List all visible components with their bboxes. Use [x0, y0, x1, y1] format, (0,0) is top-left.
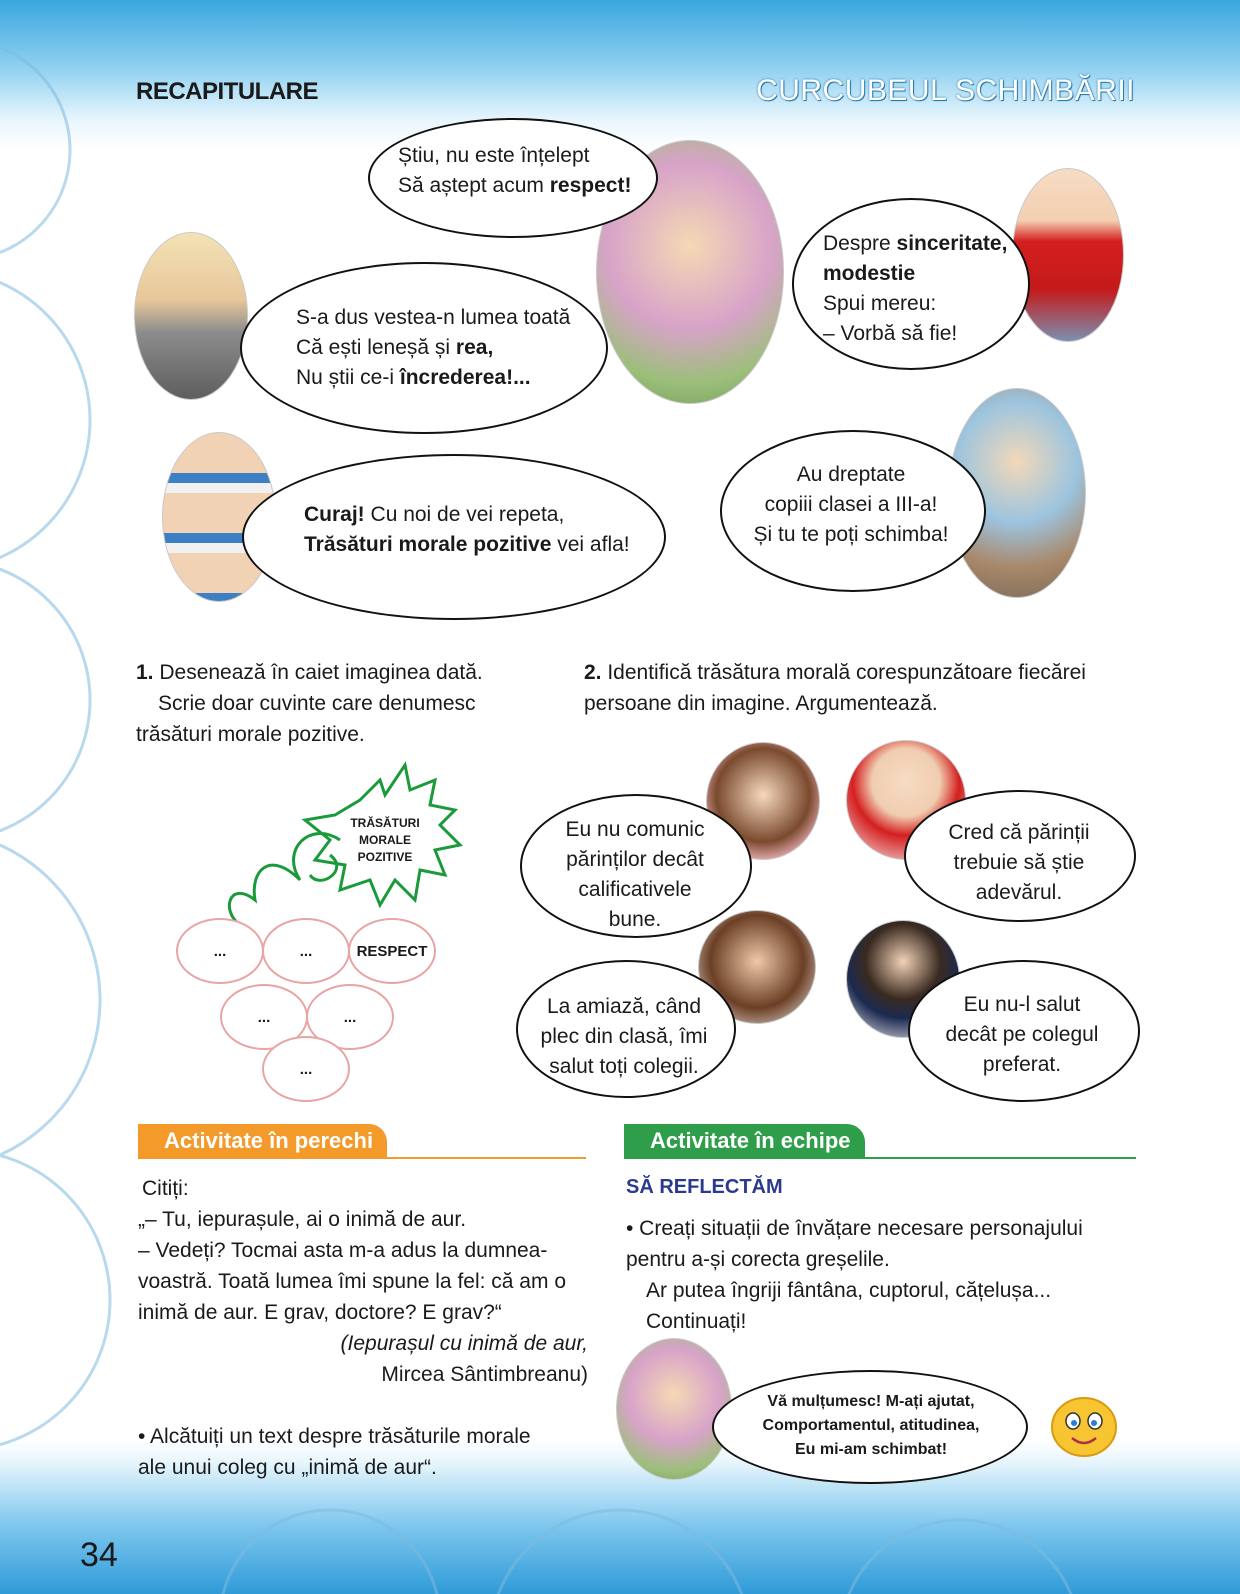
- page-number: 34: [80, 1536, 118, 1574]
- grape-2: ...: [262, 918, 350, 984]
- section-label: RECAPITULARE: [136, 78, 319, 105]
- bubble-text-trust: S-a dus vestea-n lumea toată Că ești leneșă și rea, Nu știi ce-i încrederea!...: [296, 306, 571, 389]
- bubble-text-truth: Cred că părinții trebuie să știe adevărul.: [948, 821, 1090, 904]
- bubble-text-change: Au dreptate copiii clasei a III-a! Și tu te poți schimba!: [753, 463, 949, 546]
- bubble-text-respect: Știu, nu este înțelept Să aștept acum respect!: [398, 144, 632, 197]
- reflect-subtitle: SĂ REFLECTĂM: [626, 1176, 783, 1198]
- grape-5: ...: [306, 984, 394, 1050]
- chapter-title: CURCUBEUL SCHIMBĂRII: [756, 74, 1135, 107]
- bubble-text-sincerity: Despre sinceritate, modestie Spui mereu: – Vorbă să fie!: [823, 232, 1008, 345]
- girl-glasses-photo: [134, 232, 248, 400]
- grape-respect: RESPECT: [348, 918, 436, 984]
- grape-6: ...: [262, 1036, 350, 1102]
- changed-girl-illustration: [616, 1338, 732, 1480]
- teams-activity-title: Activitate în echipe: [624, 1124, 865, 1158]
- pairs-text: Citiți: „– Tu, iepurașule, ai o inimă de aur. – Vedeți? Tocmai asta m-a adus la dumnea- voastră. Toată lumea îmi spune la fel: că am o inimă de aur. E grav, doctore? E grav?“ (Iepurașul cu inimă de aur, Mircea Sântimbreanu) • Alcătuiți un text despre trăsăturile morale ale unui coleg cu „inimă de aur“.: [138, 1177, 588, 1479]
- teams-underline: [624, 1157, 1136, 1159]
- task-1: 1. Desenează în caiet imaginea dată. Scrie doar cuvinte care denumesc trăsături morale pozitive.: [136, 661, 483, 746]
- bubble-text-greet: La amiază, când plec din clasă, îmi salut toți colegii.: [540, 995, 708, 1078]
- bubble-text-preferred: Eu nu-l salut decât pe colegul preferat.: [945, 993, 1099, 1076]
- bubble-text-grades: Eu nu comunic părinților decât calificativele bune.: [565, 818, 705, 931]
- teams-text: • Creați situații de învățare necesare personajului pentru a-și corecta greșelile. Ar putea îngriji fântâna, cuptorul, cățelușa... Continuați!: [626, 1217, 1083, 1333]
- pairs-activity-title: Activitate în perechi: [138, 1124, 387, 1158]
- pairs-underline: [138, 1157, 586, 1159]
- grape-4: ...: [220, 984, 308, 1050]
- task-2: 2. Identifică trăsătura morală corespunzătoare fiecărei persoane din imagine. Argumentează.: [584, 661, 1086, 715]
- bubble-text-thanks: Vă mulțumesc! M-ați ajutat, Comportamentul, atitudinea, Eu mi-am schimbat!: [762, 1393, 980, 1458]
- grape-1: ...: [176, 918, 264, 984]
- leaf-label: TRĂSĂTURI MORALE POZITIVE: [350, 816, 420, 864]
- boy-red-shirt-photo: [1012, 168, 1124, 342]
- smiley-face-icon: [1050, 1396, 1118, 1458]
- bubble-text-courage: Curaj! Cu noi de vei repeta, Trăsături morale pozitive vei afla!: [304, 503, 630, 556]
